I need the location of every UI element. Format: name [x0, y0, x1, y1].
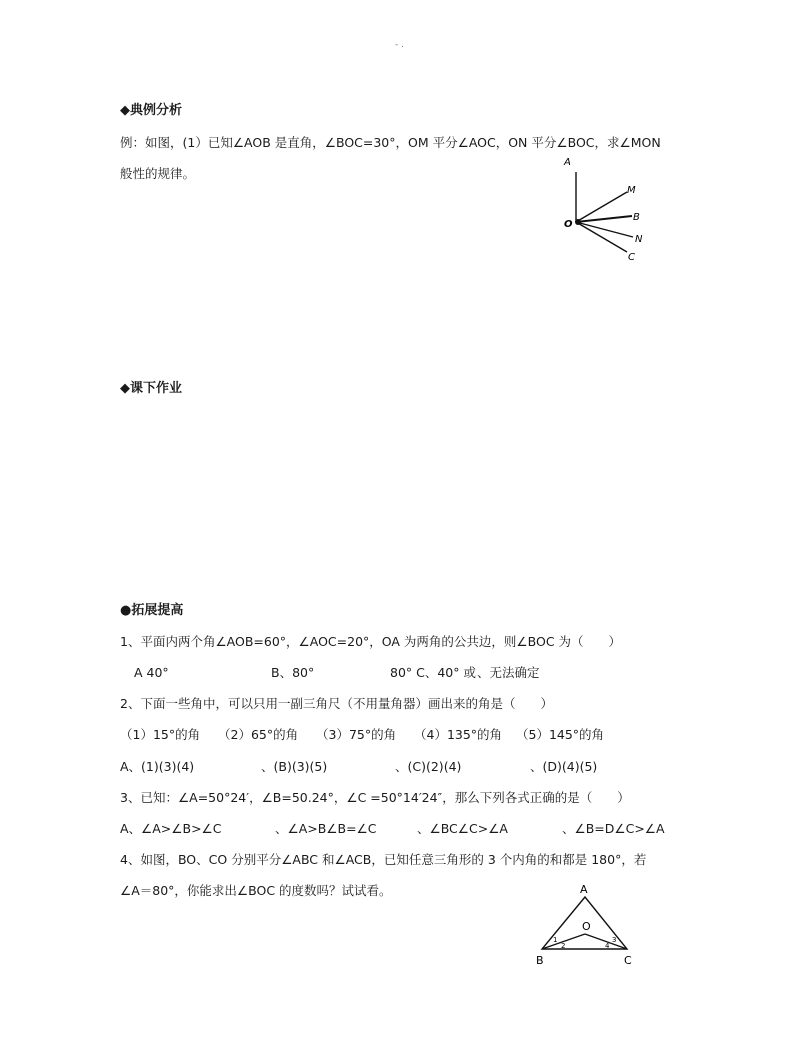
section-title-example: ◆典例分析 — [120, 103, 182, 118]
label-c: C — [628, 252, 635, 263]
q2-option-a: A、(1)(3)(4) — [120, 759, 195, 774]
label-n: N — [635, 234, 643, 245]
example-text-line-1: 例：如图，(1）已知∠AOB 是直角，∠BOC=30°，OM 平分∠AOC，ON 平分∠BOC，求∠MON — [120, 135, 661, 150]
vertex-o-dot — [575, 219, 581, 225]
q3-option-a: A、∠A>∠B>∠C — [120, 821, 222, 836]
q1-option-a: A 40° — [134, 665, 169, 680]
label-vertex-b: B — [536, 954, 544, 967]
label-vertex-c: C — [624, 954, 632, 967]
q2-item-5: （5）145°的角 — [516, 727, 605, 742]
page-header: - . — [395, 40, 404, 50]
section-title-extension: ●拓展提高 — [120, 603, 184, 618]
ray-on — [576, 222, 633, 237]
label-angle-3: 3 — [612, 936, 617, 944]
label-vertex-a: A — [580, 883, 588, 896]
label-vertex-o: O — [582, 920, 591, 933]
q3-option-c: 、∠BC∠C>∠A — [417, 821, 508, 836]
example-text-line-2: 般性的规律。 — [120, 166, 196, 181]
label-angle-2: 2 — [561, 942, 566, 950]
q2-item-2: （2）65°的角 — [218, 727, 299, 742]
q1-option-b: B、80° — [271, 665, 315, 680]
q3-option-d: 、∠B=D∠C>∠A — [562, 821, 665, 836]
q3-text: 3、已知：∠A=50°24′，∠B=50.24°，∠C =50°14′24″，那么下列各式正确的是（ ） — [120, 790, 630, 805]
label-a: A — [564, 157, 571, 168]
q1-option-c: 80° C、40° 或 — [390, 665, 476, 680]
q2-text: 2、下面一些角中，可以只用一副三角尺（不用量角器）画出来的角是（ ） — [120, 696, 553, 711]
label-b: B — [633, 212, 640, 223]
q1-text: 1、平面内两个角∠AOB=60°，∠AOC=20°，OA 为两角的公共边，则∠BOC 为（ ） — [120, 634, 622, 649]
label-o: O — [564, 219, 573, 230]
q4-text-line-1: 4、如图，BO、CO 分别平分∠ABC 和∠ACB，已知任意三角形的 3 个内角的和都是 180°，若 — [120, 852, 647, 867]
label-m: M — [627, 185, 636, 196]
q2-option-d: 、(D)(4)(5) — [530, 759, 598, 774]
ray-oc — [576, 222, 627, 252]
triangle-figure — [530, 880, 650, 970]
q2-item-1: （1）15°的角 — [120, 727, 201, 742]
q2-item-3: （3）75°的角 — [316, 727, 397, 742]
angle-figure — [555, 150, 665, 270]
q4-text-line-2: ∠A＝80°，你能求出∠BOC 的度数吗？试试看。 — [120, 883, 392, 898]
label-angle-4: 4 — [605, 942, 610, 950]
label-angle-1: 1 — [553, 936, 558, 944]
q2-option-c: 、(C)(2)(4) — [395, 759, 462, 774]
q3-option-b: 、∠A>B∠B=∠C — [275, 821, 377, 836]
q1-option-d: 、无法确定 — [477, 665, 540, 680]
section-title-homework: ◆课下作业 — [120, 381, 182, 396]
q2-option-b: 、(B)(3)(5) — [261, 759, 328, 774]
q2-item-4: （4）135°的角 — [414, 727, 503, 742]
